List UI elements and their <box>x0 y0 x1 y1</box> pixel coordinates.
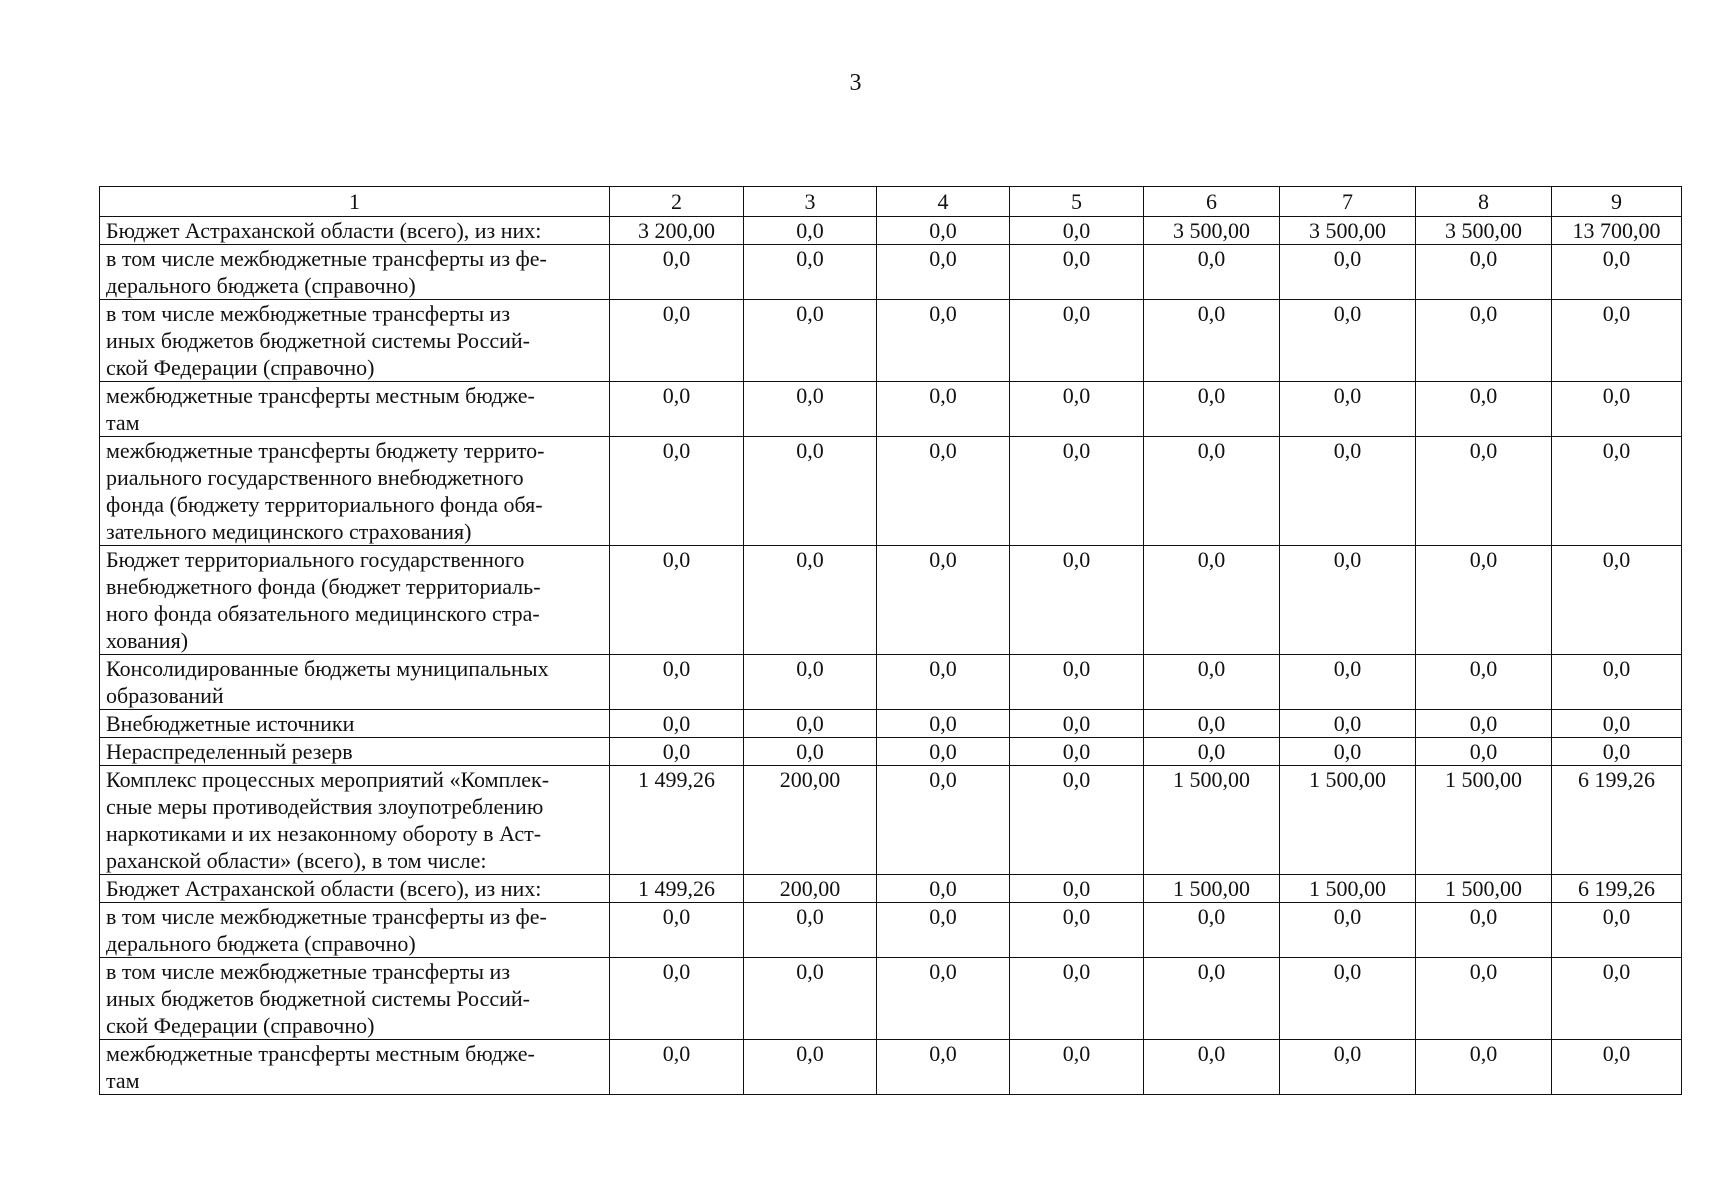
column-header: 5 <box>1010 187 1144 217</box>
value-cell: 0,0 <box>877 903 1010 958</box>
value-cell: 0,0 <box>1010 245 1144 300</box>
value-cell: 0,0 <box>610 437 744 546</box>
value-cell: 0,0 <box>1280 546 1416 655</box>
page-number: 3 <box>849 70 862 96</box>
value-cell: 0,0 <box>1280 245 1416 300</box>
row-label: Консолидированные бюджеты муниципальных образований <box>100 655 610 710</box>
value-cell: 6 199,26 <box>1552 766 1682 875</box>
value-cell: 0,0 <box>1416 738 1552 766</box>
value-cell: 0,0 <box>1280 382 1416 437</box>
value-cell: 6 199,26 <box>1552 875 1682 903</box>
value-cell: 0,0 <box>1010 546 1144 655</box>
value-cell: 3 500,00 <box>1144 217 1280 245</box>
value-cell: 0,0 <box>744 1040 877 1095</box>
row-label: Бюджет Астраханской области (всего), из них: <box>100 217 610 245</box>
value-cell: 0,0 <box>1010 875 1144 903</box>
budget-table <box>99 186 1682 1095</box>
value-cell: 200,00 <box>744 766 877 875</box>
value-cell: 0,0 <box>1010 1040 1144 1095</box>
value-cell: 0,0 <box>1010 655 1144 710</box>
column-header: 2 <box>610 187 744 217</box>
value-cell: 0,0 <box>744 245 877 300</box>
table-row <box>100 382 1682 437</box>
row-label: Бюджет территориального государственного внебюджетного фонда (бюджет территориаль- ного фонда обязательного медицинского стра- хования) <box>100 546 610 655</box>
value-cell: 0,0 <box>744 437 877 546</box>
value-cell: 0,0 <box>610 903 744 958</box>
value-cell: 1 500,00 <box>1280 875 1416 903</box>
value-cell: 0,0 <box>877 738 1010 766</box>
row-label: в том числе межбюджетные трансферты из иных бюджетов бюджетной системы Россий- ской Федерации (справочно) <box>100 958 610 1040</box>
value-cell: 0,0 <box>610 245 744 300</box>
value-cell: 0,0 <box>1552 655 1682 710</box>
value-cell: 0,0 <box>610 655 744 710</box>
row-label: Бюджет Астраханской области (всего), из них: <box>100 875 610 903</box>
value-cell: 0,0 <box>1010 958 1144 1040</box>
column-header: 7 <box>1280 187 1416 217</box>
table-row <box>100 875 1682 903</box>
value-cell: 0,0 <box>1144 1040 1280 1095</box>
value-cell: 0,0 <box>1552 245 1682 300</box>
value-cell: 0,0 <box>1280 710 1416 738</box>
value-cell: 0,0 <box>1552 738 1682 766</box>
value-cell: 0,0 <box>1010 300 1144 382</box>
value-cell: 0,0 <box>1552 546 1682 655</box>
value-cell: 0,0 <box>1552 958 1682 1040</box>
column-header: 4 <box>877 187 1010 217</box>
value-cell: 1 500,00 <box>1144 766 1280 875</box>
value-cell: 0,0 <box>1010 437 1144 546</box>
value-cell: 0,0 <box>1010 738 1144 766</box>
value-cell: 1 500,00 <box>1416 766 1552 875</box>
value-cell: 0,0 <box>1416 655 1552 710</box>
value-cell: 0,0 <box>1280 738 1416 766</box>
table-row <box>100 710 1682 738</box>
value-cell: 0,0 <box>1010 766 1144 875</box>
value-cell: 0,0 <box>1144 437 1280 546</box>
value-cell: 1 500,00 <box>1416 875 1552 903</box>
value-cell: 0,0 <box>877 245 1010 300</box>
value-cell: 0,0 <box>1416 382 1552 437</box>
value-cell: 0,0 <box>1010 217 1144 245</box>
value-cell: 0,0 <box>1010 710 1144 738</box>
value-cell: 0,0 <box>1416 245 1552 300</box>
value-cell: 0,0 <box>1144 655 1280 710</box>
table-row <box>100 766 1682 875</box>
value-cell: 13 700,00 <box>1552 217 1682 245</box>
column-header: 1 <box>100 187 610 217</box>
value-cell: 0,0 <box>877 300 1010 382</box>
value-cell: 0,0 <box>1144 738 1280 766</box>
row-label: в том числе межбюджетные трансферты из фе- дерального бюджета (справочно) <box>100 245 610 300</box>
row-label: Внебюджетные источники <box>100 710 610 738</box>
value-cell: 0,0 <box>877 382 1010 437</box>
value-cell: 0,0 <box>1144 300 1280 382</box>
value-cell: 0,0 <box>877 217 1010 245</box>
value-cell: 0,0 <box>1144 382 1280 437</box>
value-cell: 0,0 <box>1416 437 1552 546</box>
value-cell: 0,0 <box>1552 710 1682 738</box>
value-cell: 0,0 <box>1416 710 1552 738</box>
value-cell: 0,0 <box>877 546 1010 655</box>
value-cell: 0,0 <box>610 958 744 1040</box>
value-cell: 0,0 <box>1280 437 1416 546</box>
table-row <box>100 903 1682 958</box>
value-cell: 200,00 <box>744 875 877 903</box>
table-row <box>100 546 1682 655</box>
value-cell: 0,0 <box>877 958 1010 1040</box>
value-cell: 3 500,00 <box>1280 217 1416 245</box>
value-cell: 0,0 <box>744 655 877 710</box>
value-cell: 1 500,00 <box>1144 875 1280 903</box>
value-cell: 0,0 <box>744 710 877 738</box>
table-row <box>100 217 1682 245</box>
value-cell: 0,0 <box>1280 300 1416 382</box>
table-row <box>100 738 1682 766</box>
table-row <box>100 655 1682 710</box>
value-cell: 0,0 <box>610 710 744 738</box>
row-label: межбюджетные трансферты местным бюдже- там <box>100 382 610 437</box>
value-cell: 0,0 <box>1552 300 1682 382</box>
value-cell: 0,0 <box>610 382 744 437</box>
table-header-row <box>100 187 1682 217</box>
column-header: 9 <box>1552 187 1682 217</box>
row-label: Нераспределенный резерв <box>100 738 610 766</box>
value-cell: 0,0 <box>1010 382 1144 437</box>
value-cell: 0,0 <box>744 382 877 437</box>
value-cell: 0,0 <box>1144 903 1280 958</box>
value-cell: 0,0 <box>1010 903 1144 958</box>
value-cell: 0,0 <box>877 1040 1010 1095</box>
column-header: 6 <box>1144 187 1280 217</box>
value-cell: 0,0 <box>1416 903 1552 958</box>
table-row <box>100 1040 1682 1095</box>
value-cell: 0,0 <box>1280 958 1416 1040</box>
row-label: межбюджетные трансферты бюджету террито- риального государственного внебюджетного фонда (бюджету территориального фонда обя- зательного медицинского страхования) <box>100 437 610 546</box>
value-cell: 3 500,00 <box>1416 217 1552 245</box>
value-cell: 0,0 <box>1144 546 1280 655</box>
row-label: межбюджетные трансферты местным бюдже- там <box>100 1040 610 1095</box>
value-cell: 0,0 <box>1552 437 1682 546</box>
value-cell: 0,0 <box>1280 1040 1416 1095</box>
value-cell: 0,0 <box>610 300 744 382</box>
value-cell: 0,0 <box>877 875 1010 903</box>
value-cell: 0,0 <box>877 437 1010 546</box>
table-body <box>100 217 1682 1095</box>
value-cell: 1 500,00 <box>1280 766 1416 875</box>
value-cell: 0,0 <box>1552 1040 1682 1095</box>
value-cell: 1 499,26 <box>610 766 744 875</box>
value-cell: 0,0 <box>1144 245 1280 300</box>
value-cell: 0,0 <box>877 655 1010 710</box>
value-cell: 0,0 <box>1552 382 1682 437</box>
value-cell: 0,0 <box>744 300 877 382</box>
value-cell: 0,0 <box>1144 958 1280 1040</box>
value-cell: 0,0 <box>744 738 877 766</box>
value-cell: 0,0 <box>610 546 744 655</box>
value-cell: 0,0 <box>1416 546 1552 655</box>
value-cell: 0,0 <box>610 738 744 766</box>
value-cell: 1 499,26 <box>610 875 744 903</box>
column-header: 8 <box>1416 187 1552 217</box>
value-cell: 0,0 <box>744 903 877 958</box>
table-row <box>100 300 1682 382</box>
value-cell: 0,0 <box>1280 655 1416 710</box>
row-label: Комплекс процессных мероприятий «Комплек- сные меры противодействия злоупотреблению наркотиками и их незаконному обороту в Аст- раханской области» (всего), в том числе: <box>100 766 610 875</box>
value-cell: 0,0 <box>1552 903 1682 958</box>
row-label: в том числе межбюджетные трансферты из фе- дерального бюджета (справочно) <box>100 903 610 958</box>
column-header: 3 <box>744 187 877 217</box>
value-cell: 0,0 <box>1416 300 1552 382</box>
value-cell: 0,0 <box>877 710 1010 738</box>
value-cell: 0,0 <box>877 766 1010 875</box>
value-cell: 0,0 <box>744 217 877 245</box>
table-row <box>100 437 1682 546</box>
value-cell: 3 200,00 <box>610 217 744 245</box>
row-label: в том числе межбюджетные трансферты из иных бюджетов бюджетной системы Россий- ской Федерации (справочно) <box>100 300 610 382</box>
value-cell: 0,0 <box>1144 710 1280 738</box>
value-cell: 0,0 <box>1280 903 1416 958</box>
value-cell: 0,0 <box>744 958 877 1040</box>
table-row <box>100 958 1682 1040</box>
table-row <box>100 245 1682 300</box>
value-cell: 0,0 <box>610 1040 744 1095</box>
value-cell: 0,0 <box>1416 958 1552 1040</box>
value-cell: 0,0 <box>1416 1040 1552 1095</box>
value-cell: 0,0 <box>744 546 877 655</box>
